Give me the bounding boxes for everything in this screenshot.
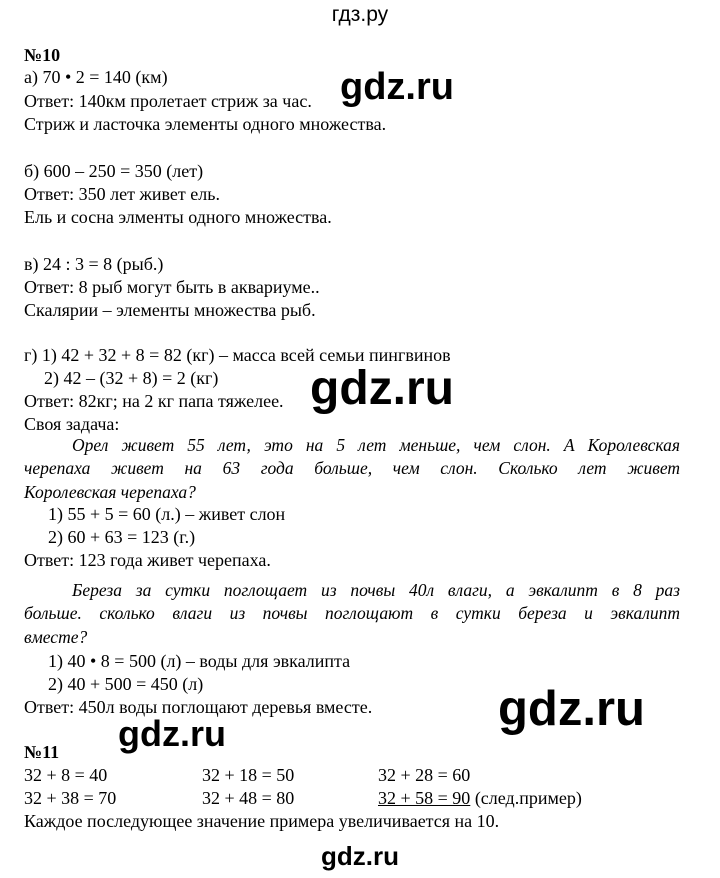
task-10v-line-1: в) 24 : 3 = 8 (рыб.) — [24, 254, 164, 274]
own-task-1-line-2: черепаха живет на 63 года больше, чем слон. Сколько лет живет — [24, 458, 680, 478]
task-11-expr-5: 32 + 48 = 80 — [202, 788, 295, 808]
task-10b-line-2: Ответ: 350 лет живет ель. — [24, 184, 220, 204]
task-11-conclusion: Каждое последующее значение примера увеличивается на 10. — [24, 811, 500, 831]
own-task-1-line-1: Орел живет 55 лет, это на 5 лет меньше, чем слон. А Королевская — [72, 435, 680, 455]
task-11-expr-2: 32 + 18 = 50 — [202, 765, 295, 785]
task-10a-line-2: Ответ: 140км пролетает стриж за час. — [24, 91, 312, 111]
task-10b-line-3: Ель и сосна элменты одного множества. — [24, 207, 332, 227]
task-10g-line-2: 2) 42 – (32 + 8) = 2 (кг) — [44, 368, 219, 388]
task-11-expr-1: 32 + 8 = 40 — [24, 765, 108, 785]
task-11-title: №11 — [24, 742, 60, 762]
own-task-2-line-3: вместе? — [24, 627, 88, 647]
task-10v-line-3: Скалярии – элементы множества рыб. — [24, 300, 316, 320]
watermark-logo: gdz.ru — [340, 66, 454, 108]
own-task-2-answer: Ответ: 450л воды поглощают деревья вместе. — [24, 697, 373, 717]
task-11-expr-6 — [378, 787, 582, 809]
task-10a-line-3: Стриж и ласточка элементы одного множества. — [24, 114, 387, 134]
own-task-1-step-2: 2) 60 + 63 = 123 (г.) — [48, 527, 196, 547]
task-10g-line-1: г) 1) 42 + 32 + 8 = 82 (кг) – масса всей семьи пингвинов — [24, 345, 451, 365]
task-10g-answer: Ответ: 82кг; на 2 кг папа тяжелее. — [24, 391, 284, 411]
task-11-expr-4: 32 + 38 = 70 — [24, 788, 117, 808]
own-task-1-line-3: Королевская черепаха? — [24, 482, 196, 502]
task-10-title: №10 — [24, 45, 61, 65]
task-10b-line-1: б) 600 – 250 = 350 (лет) — [24, 161, 204, 181]
task-11-expr-3: 32 + 28 = 60 — [378, 765, 471, 785]
own-task-1-answer: Ответ: 123 года живет черепаха. — [24, 550, 271, 570]
task-10v-line-2: Ответ: 8 рыб могут быть в аквариуме.. — [24, 277, 320, 297]
task-11-next-note: (след.пример) — [470, 788, 582, 808]
own-task-2-line-2: больше. сколько влаги из почвы поглощают в сутки береза и эвкалипт — [24, 603, 680, 623]
own-task-2-line-1: Береза за сутки поглощает из почвы 40л влаги, а эвкалипт в 8 раз — [72, 580, 680, 600]
watermark-logo: gdz.ru — [310, 362, 454, 415]
task-11-next-example: 32 + 58 = 90 — [378, 788, 471, 808]
watermark-logo: gdz.ru — [498, 682, 645, 736]
own-task-2-step-2: 2) 40 + 500 = 450 (л) — [48, 674, 204, 694]
own-task-2-step-1: 1) 40 • 8 = 500 (л) – воды для эвкалипта — [48, 651, 351, 671]
own-task-1-step-1: 1) 55 + 5 = 60 (л.) – живет слон — [48, 504, 286, 524]
task-10a-line-1: а) 70 • 2 = 140 (км) — [24, 67, 168, 87]
own-task-heading: Своя задача: — [24, 414, 120, 434]
watermark-logo: gdz.ru — [118, 713, 226, 754]
site-header: гдз.ру — [331, 3, 389, 26]
watermark-logo: gdz.ru — [321, 841, 399, 871]
